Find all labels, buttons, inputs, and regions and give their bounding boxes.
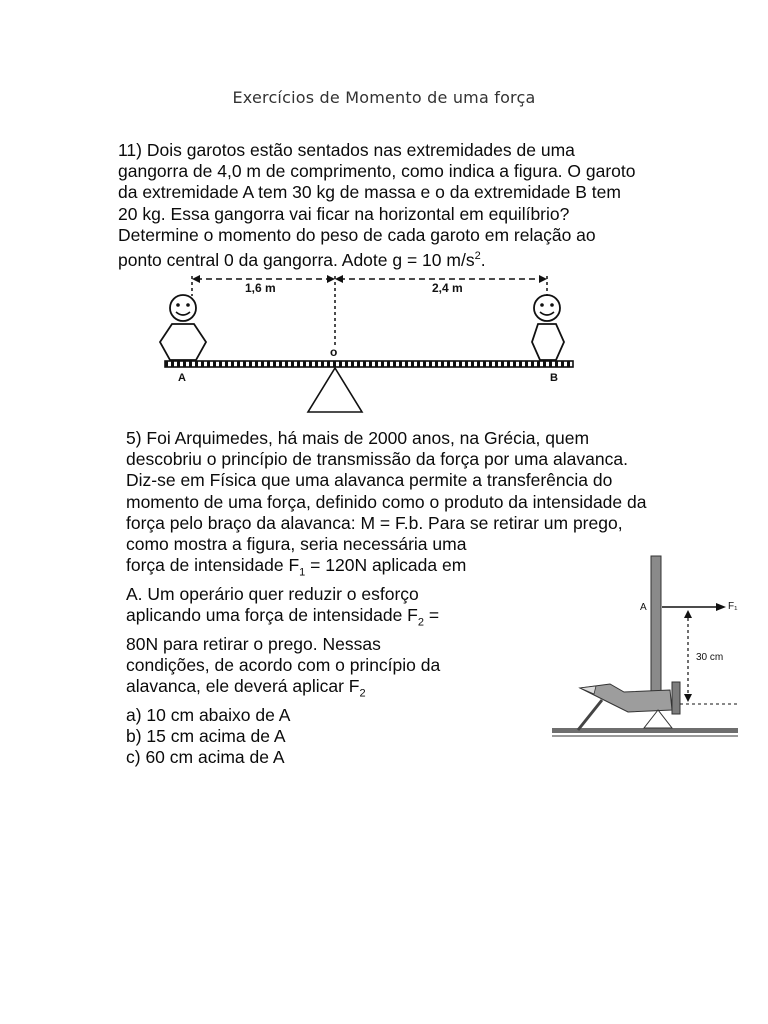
f1-text: força de intensidade F [126, 555, 300, 576]
question-11-line: 20 kg. Essa gangorra vai ficar na horizontal em equilíbrio? [118, 203, 570, 224]
boy-b-figure [532, 295, 564, 360]
distance-right-label: 2,4 m [432, 281, 463, 295]
alavanca-text: alavanca, ele deverá aplicar F [126, 676, 360, 697]
question-11-text [118, 140, 678, 271]
point-a-label: A [640, 602, 647, 613]
arrowhead [684, 610, 692, 618]
subscript: 2 [359, 687, 366, 700]
distance-label: 30 cm [696, 652, 724, 663]
period: . [480, 249, 486, 270]
option-c: c) 60 cm acima de A [126, 747, 285, 768]
distance-left-label: 1,6 m [245, 281, 276, 295]
question-11-line: Determine o momento do peso de cada garoto em relação ao [118, 224, 596, 245]
question-5-line: descobriu o princípio de transmissão da força por uma alavanca. [126, 449, 628, 470]
page-title: Exercícios de Momento de uma força [232, 88, 536, 107]
arrowhead [539, 275, 547, 283]
boy-a-figure [160, 295, 206, 360]
subscript: 2 [417, 616, 424, 629]
question-11-line: 11) Dois garotos estão sentados nas extremidades de uma [118, 140, 575, 160]
question-5-line: A. Um operário quer reduzir o esforço [126, 583, 419, 604]
seesaw-plank [165, 361, 573, 367]
lever-figure [550, 552, 750, 748]
fulcrum-triangle [308, 368, 362, 412]
subscript: 1 [299, 566, 306, 579]
question-5-line: condições, de acordo com o princípio da [126, 655, 441, 676]
f2-text: aplicando uma força de intensidade F [126, 605, 418, 626]
force-f1-label: F₁ [728, 601, 738, 612]
arrowhead [684, 694, 692, 702]
question-5-line: como mostra a figura, seria necessária uma [126, 534, 467, 555]
question-5-line: Diz-se em Física que uma alavanca permite a transferência do [126, 470, 613, 491]
question-11-line: gangorra de 4,0 m de comprimento, como indica a figura. O garoto [118, 161, 636, 182]
question-11-last-text: ponto central 0 da gangorra. Adote g = 10 m/s [118, 249, 475, 270]
label-b: B [550, 372, 558, 384]
question-5-line: momento de uma força, definido como o produto da intensidade da [126, 491, 647, 512]
option-b: b) 15 cm acima de A [126, 726, 286, 747]
arrowhead [327, 275, 335, 283]
f2-equals: = [423, 605, 440, 626]
question-5-line: força pelo braço da alavanca: M = F.b. Para se retirar um prego, [126, 512, 623, 533]
f1-value: = 120N aplicada em [305, 555, 467, 576]
arrowhead [716, 603, 726, 611]
question-5-line: 5) Foi Arquimedes, há mais de 2000 anos, na Grécia, quem [126, 428, 590, 448]
pivot-label: o [330, 345, 338, 359]
question-11-line: da extremidade A tem 30 kg de massa e o da extremidade B tem [118, 182, 621, 203]
question-5-line: 80N para retirar o prego. Nessas [126, 633, 381, 654]
option-a: a) 10 cm abaixo de A [126, 704, 291, 725]
arrowhead [335, 275, 343, 283]
lever-handle [651, 556, 661, 706]
arrowhead [192, 275, 200, 283]
label-a: A [178, 372, 186, 384]
superscript: 2 [474, 250, 481, 263]
nail-head [672, 682, 680, 714]
nail [578, 700, 602, 730]
seesaw-figure [150, 268, 590, 418]
support-triangle [644, 710, 672, 728]
